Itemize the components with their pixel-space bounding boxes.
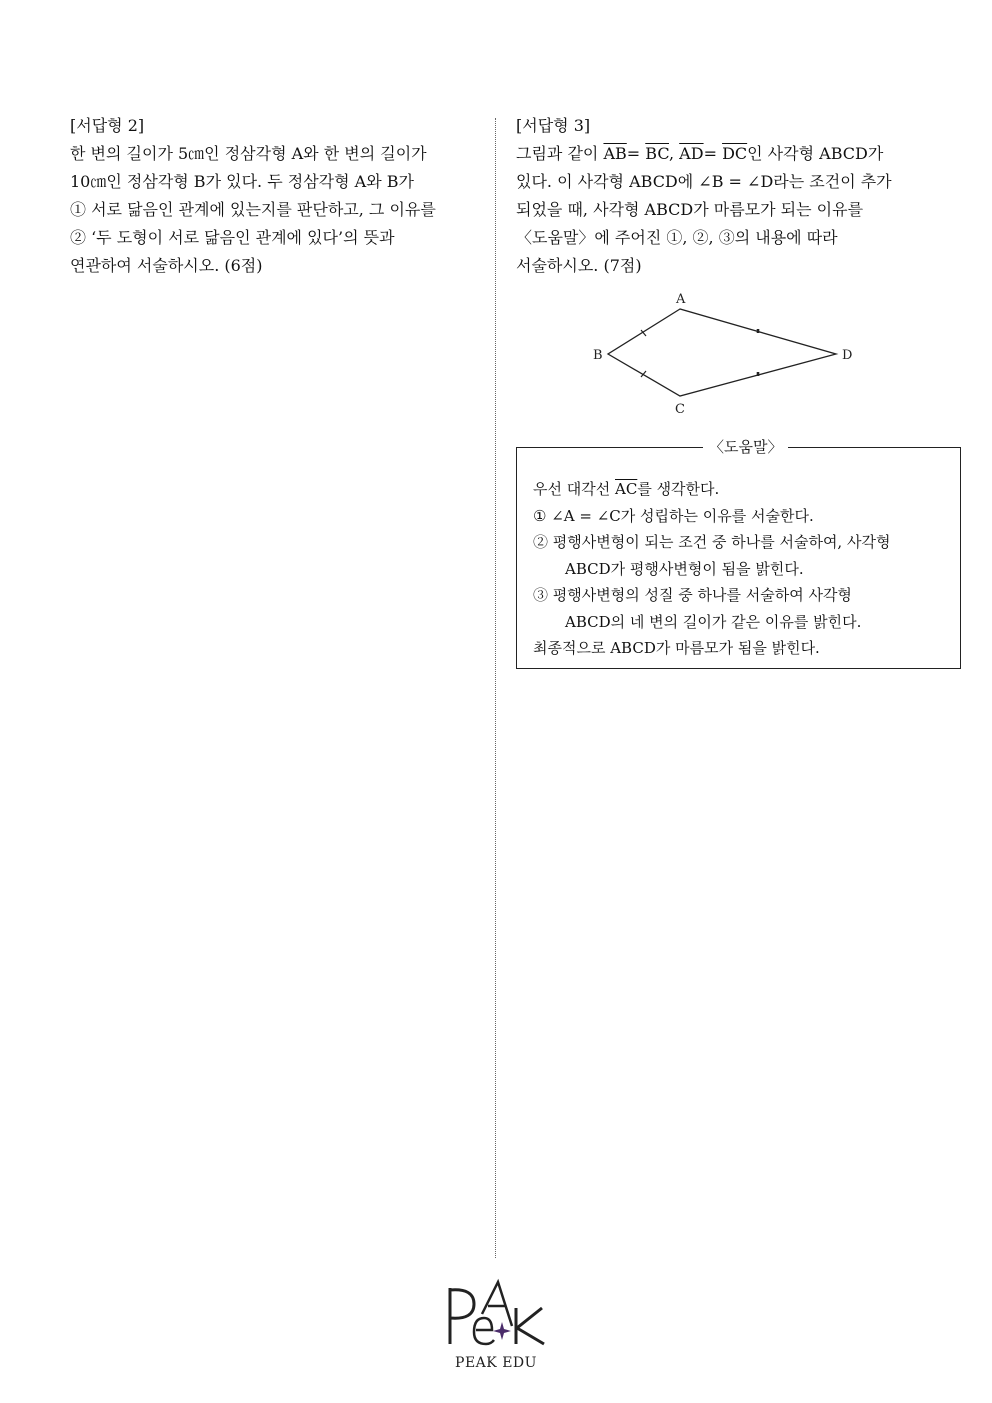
vertex-label-d: D: [842, 348, 853, 363]
line-text: 우선 대각선: [533, 480, 615, 498]
quadrilateral-figure: [580, 284, 870, 424]
line-text: 를 생각한다.: [637, 480, 720, 498]
column-divider: [495, 118, 496, 1258]
question-3-header: [서답형 3]: [516, 116, 591, 135]
equals-sign: =: [626, 144, 646, 163]
comma: ,: [669, 144, 680, 163]
logo-letter-e: [474, 1318, 494, 1344]
question-2-line: 연관하여 서술하시오. (6점): [70, 256, 263, 275]
segment-ab: $\overline{AB}$: [603, 144, 627, 163]
hint-line: 최종적으로 ABCD가 마름모가 됨을 밝힌다.: [533, 639, 820, 657]
equals-sign: =: [703, 144, 723, 163]
hint-line: ABCD가 평행사변형이 됨을 밝힌다.: [565, 559, 804, 578]
logo-text: PEAK EDU: [455, 1355, 537, 1371]
question-3: [516, 112, 966, 280]
hint-line: ① ∠A = ∠C가 성립하는 이유를 서술한다.: [533, 506, 814, 525]
vertex-label-a: A: [676, 292, 686, 307]
question-2: [70, 112, 475, 280]
segment-ac: $\overline{AC}$: [615, 480, 638, 498]
quadrilateral-abcd: [608, 309, 836, 396]
vertex-label-c: C: [675, 402, 685, 417]
question-3-line: [516, 140, 966, 168]
segment-bc: $\overline{BC}$: [645, 144, 669, 163]
segment-ad: $\overline{AD}$: [679, 144, 704, 163]
question-3-line: 〈도움말〉에 주어진 ①, ②, ③의 내용에 따라: [516, 228, 838, 247]
question-3-line: 되었을 때, 사각형 ABCD가 마름모가 되는 이유를: [516, 200, 864, 219]
question-2-header: [서답형 2]: [70, 116, 145, 135]
question-3-line: 있다. 이 사각형 ABCD에 ∠B = ∠D라는 조건이 추가: [516, 172, 892, 191]
vertex-label-b: B: [593, 348, 603, 363]
hint-title: 〈도움말〉: [703, 437, 788, 457]
peak-edu-logo: [440, 1278, 552, 1374]
question-2-line: 한 변의 길이가 5㎝인 정삼각형 A와 한 변의 길이가: [70, 144, 427, 163]
question-2-line: 10㎝인 정삼각형 B가 있다. 두 정삼각형 A와 B가: [70, 172, 414, 191]
hint-line: [533, 476, 890, 503]
question-3-line: 서술하시오. (7점): [516, 256, 642, 275]
logo-letter-k: [516, 1308, 544, 1344]
star-icon: [493, 1322, 511, 1340]
hint-line: ③ 평행사변형의 성질 중 하나를 서술하여 사각형: [533, 586, 852, 604]
logo-letter-p: [450, 1288, 474, 1344]
segment-dc: $\overline{DC}$: [722, 144, 748, 163]
hint-lines: [533, 476, 890, 662]
hint-line: ABCD의 네 변의 길이가 같은 이유를 밝힌다.: [565, 612, 862, 631]
line-text: 그림과 같이: [516, 144, 604, 163]
question-2-line: ① 서로 닮음인 관계에 있는지를 판단하고, 그 이유를: [70, 200, 436, 219]
hint-line: ② 평행사변형이 되는 조건 중 하나를 서술하여, 사각형: [533, 533, 891, 551]
question-2-line: ② ‘두 도형이 서로 닮음인 관계에 있다’의 뜻과: [70, 228, 395, 247]
hint-box: [516, 438, 961, 669]
line-text: 인 사각형 ABCD가: [747, 144, 884, 163]
